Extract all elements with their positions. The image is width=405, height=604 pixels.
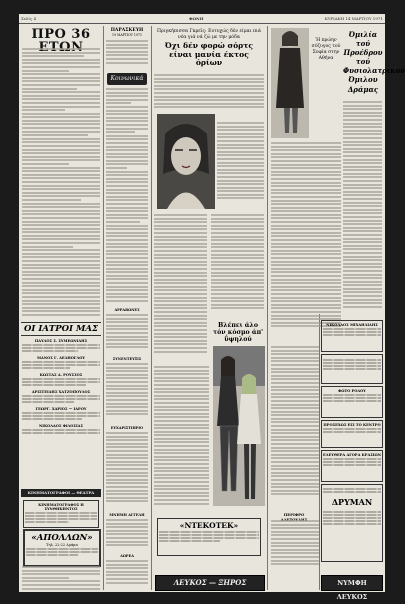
photo-rodou-ad-name: ΦΩΤΟ ΡΟΔΟΥ <box>338 389 366 393</box>
donation-text <box>106 560 148 590</box>
wine-market-ad-name: ΕΛΕΥΘΕΡΑ ΑΓΟΡΑ ΚΡΑΣΙΩΝ <box>323 453 381 457</box>
memorial-heading: ΜΝΗΜΗ ΑΓΓΕΛΗ <box>109 513 145 517</box>
woman-caption: Ή πρώην σύζυγος τού Σοφία στην Αθήνα <box>311 38 341 61</box>
thanks-text <box>106 432 148 510</box>
feature-body-right <box>217 122 264 212</box>
meeting-heading: ΣΥΝΕΝΤΕΥΞΙΣ <box>112 357 142 361</box>
column-history <box>21 26 101 590</box>
thanks-heading: ΕΥΧΑΡΙΣΤΙΗΡΙΟ <box>110 426 144 430</box>
speech-text <box>343 101 382 316</box>
engagements-heading: ΑΡΡΑΒΩΝΕΣ <box>114 308 140 312</box>
wine-banner: ΛΕΥΚΟΣ — ΞΗΡΟΣ <box>155 575 265 591</box>
doctors-list <box>21 336 101 486</box>
feature-headline: Όχι δέν φορώ σόρτς είναι μανία έκτος όρίων <box>165 41 253 68</box>
michailidis-ad <box>321 320 383 352</box>
fashion-photo <box>213 346 265 506</box>
doctor-name: ΠΑΥΛΟΣ Σ. ΣΥΜΕΩΝΙΔΗΣ <box>34 339 88 343</box>
doctor-name: ΓΕΩΡΓ. ΧΑΡΙΟΣ — ΙΑΡΟΥ <box>35 407 87 411</box>
masthead: ΦΩΝΗ <box>189 16 204 21</box>
doctor-name: ΑΡΙΣΤΕΙΔΗΣ ΧΑΤΖΟΠΟΥΛΟΣ <box>31 390 91 394</box>
photo-feature-text <box>154 366 209 516</box>
donation-heading: ΔΩΡΕΑ <box>120 554 134 558</box>
engagements-text <box>106 314 148 354</box>
history-body <box>22 48 100 318</box>
doctor-name: ΜΑΝΟΣ Γ. ΔΕΛΗΟΓΛΟΥ <box>37 356 85 360</box>
feature-body-right2 <box>211 214 264 319</box>
social-text <box>106 40 148 70</box>
social-day: ΠΑΡΑΣΚΕΥΗ <box>110 28 144 33</box>
hair-salon-ad <box>321 354 383 384</box>
kentro-ad-name: ΠΡΟΣΕΧΩΣ ΕΙΣ ΤΟ ΚΕΝΤΡΟ <box>323 423 381 427</box>
column-footer-text <box>22 566 100 596</box>
nymfi-banner: ΝΥΜΦΗ ΛΕΥΚΟΣ <box>321 575 383 591</box>
feature-body-left <box>154 214 207 364</box>
memorial-text <box>106 519 148 551</box>
left-subcol-text-lower <box>271 346 319 506</box>
column-rule <box>103 26 104 590</box>
apollon-ad-name: «ΑΠΟΛΛΩΝ» <box>31 533 93 543</box>
periphero-text <box>271 520 319 580</box>
social-logo: Κοινωνικά <box>107 73 147 85</box>
feature-lead <box>154 74 264 114</box>
column-rule <box>151 26 152 590</box>
dryman-ad-title: ΔΡΥΜΑΝ <box>331 497 373 507</box>
newspaper-page <box>19 14 405 601</box>
cinema-box-title: ΚΙΝΗΜΑΤΟΓΡΑΦΟΣ Η ΣΥΝΘΗΚΗΝΤΟΣ <box>38 503 84 511</box>
apollon-ad <box>23 529 101 567</box>
social-body <box>106 88 148 306</box>
column-rule <box>267 26 268 590</box>
cinema-band: ΚΙΝΗΜΑΤΟΓΡΑΦΟΙ — ΘΕΑΤΡΑ <box>21 489 101 497</box>
dekotek-ad <box>157 518 261 556</box>
column-feature <box>153 26 265 590</box>
apollon-ad-tel: Τηλ. 22-22 Δράμα <box>46 543 78 547</box>
page-number: Σελίς 4 <box>21 16 37 21</box>
doctor-name: ΚΩΣΤΑΣ Α. ΡΟΥΣΣΟΣ <box>39 373 83 377</box>
column-right <box>269 26 405 601</box>
page-header <box>19 14 385 24</box>
column-social <box>105 26 149 590</box>
photo-feature-title: Βλέπει άλο τόν κόσμο άπ' ΰψηλού <box>212 322 264 344</box>
michailidis-ad-name: ΝΙΚΟΛΑΟΣ ΜΙΧΑΗΛΙΔΗΣ <box>326 323 378 327</box>
periphero-heading: ΠΕΡΙΦΡΟ <box>283 512 305 517</box>
social-date: 19 ΜΑΡΤΙΟΥ 1971 <box>111 33 142 37</box>
dekotek-ad-name: «ΝΤΕΚΟΤΕΚ» <box>179 521 239 530</box>
kentro-ad <box>321 420 383 448</box>
history-title: ΠΡΟ 36 <box>31 27 91 42</box>
cinema-box <box>23 500 99 528</box>
doctor-name: ΝΙΚΟΛΑΟΣ ΦΙΛΟΣΙΑΣ <box>38 424 83 428</box>
wine-market-ad <box>321 450 383 482</box>
feature-kicker: Πριγκήπισσα Γκρεϊς: Ευτυχώς δέν είμαι πιά νέα γιά νά ζώ με την μόδα <box>157 29 261 40</box>
princess-grace-photo <box>157 114 215 209</box>
dryman-ad <box>321 484 383 562</box>
photo-rodou-ad <box>321 386 383 418</box>
left-subcol-text <box>271 142 341 342</box>
doctors-title: ΟΙ ΙΑΤΡΟΙ ΜΑΣ <box>21 322 101 336</box>
meeting-text <box>106 363 148 423</box>
issue-date: ΚΥΡΙΑΚΗ 14 ΜΑΡΤΙΟΥ 1971 <box>324 16 383 21</box>
speech-headline: Όμιλία τού Προέδρου τού Φυσιολατρικού Όμιλου Δράμας <box>343 30 405 94</box>
woman-photo <box>271 28 309 138</box>
